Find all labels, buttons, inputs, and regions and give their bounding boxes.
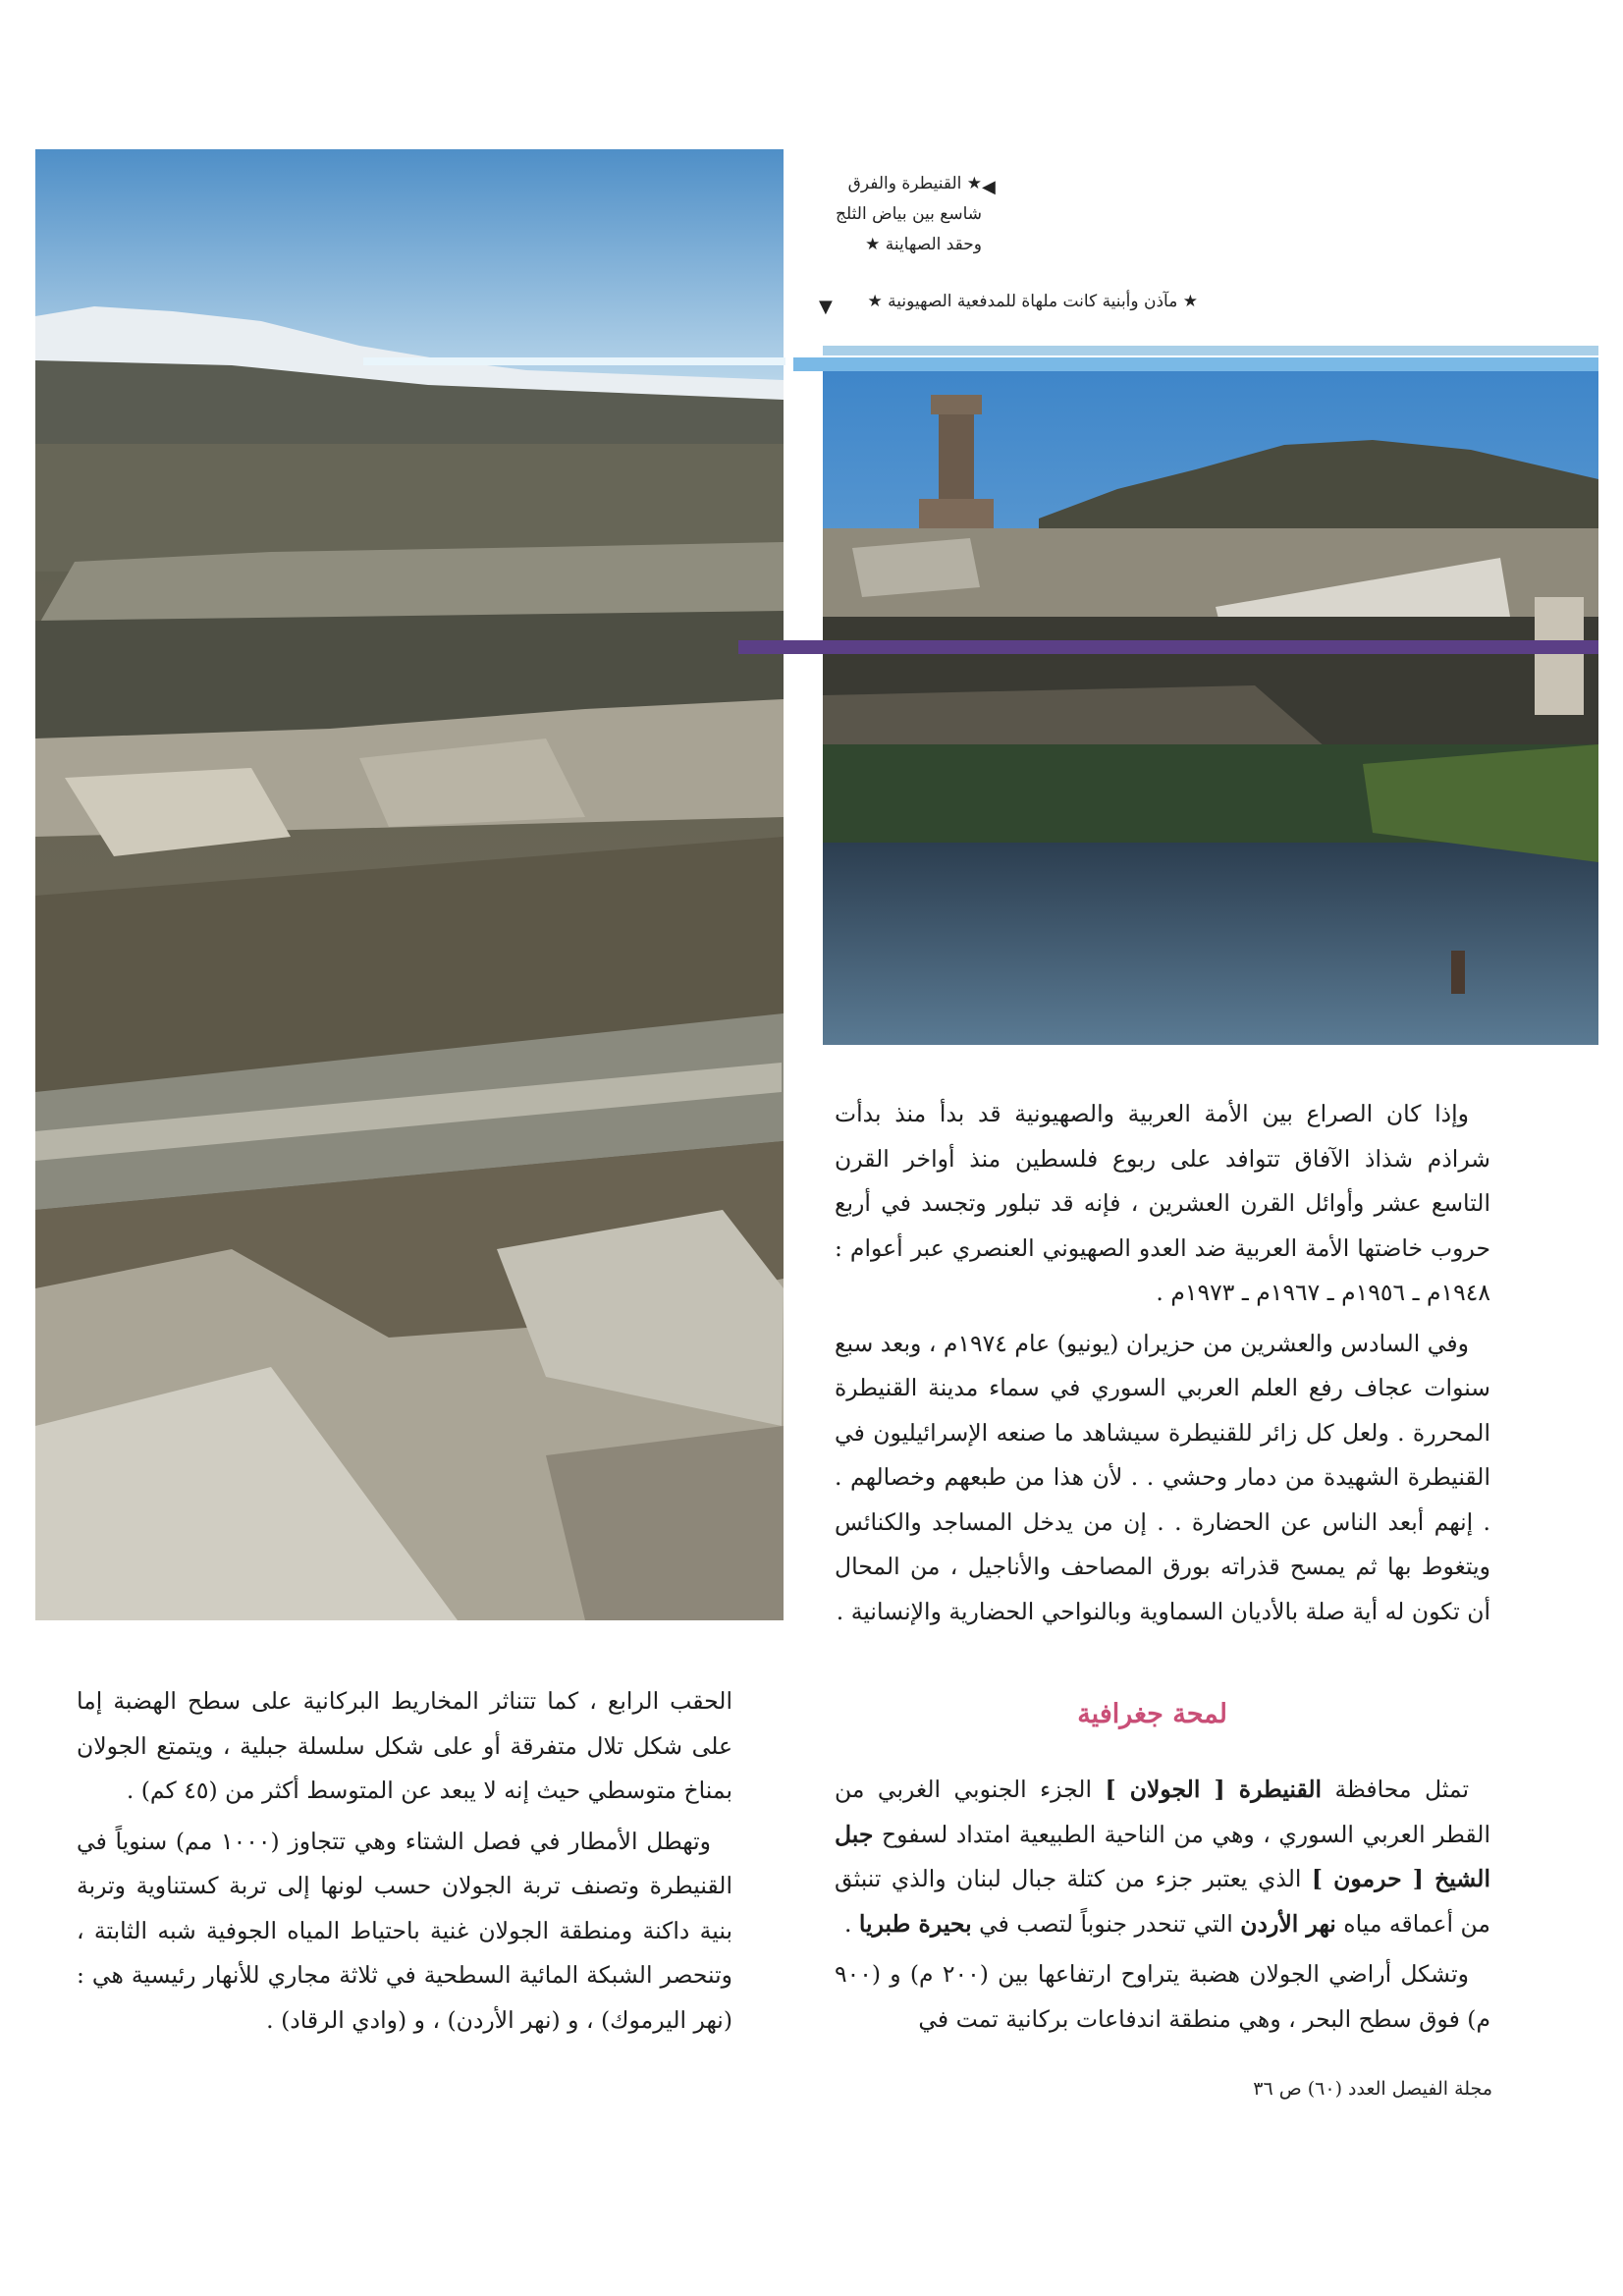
scan-artifact — [823, 346, 1598, 355]
article-paragraph: وإذا كان الصراع بين الأمة العربية والصهيونية قد بدأ منذ بدأت شراذم شذاذ الآفاق تتوافد على ربوع فلسطين منذ أواخر القرن التاسع عشر وأوائل القرن العشرين ، فإنه قد تبلور وتجسد في أربع حروب خاضتها الأمة العربية ضد العدو الصهيوني العنصري عبر أعوام : ١٩٤٨م ـ ١٩٥٦م ـ ١٩٦٧م ـ ١٩٧٣م . — [835, 1100, 1490, 1306]
caption-bottom: ★ مآذن وأبنية كانت ملهاة للمدفعية الصهيونية ★ — [867, 292, 1198, 311]
left-pointer-icon: ◀ — [982, 177, 996, 197]
article-paragraph: وتشكل أراضي الجولان هضبة يتراوح ارتفاعها بين (٢٠٠ م) و (٩٠٠ م) فوق سطح البحر ، وهي منطقة اندفاعات بركانية تمت في — [835, 1960, 1490, 2033]
article-paragraph: وفي السادس والعشرين من حزيران (يونيو) عام ١٩٧٤م ، وبعد سبع سنوات عجاف رفع العلم العربي السوري في سماء مدينة القنيطرة المحررة . ولعل كل زائر للقنيطرة سيشاهد ما صنعه الإسرائيليون في القنيطرة الشهيدة من دمار وحشي . . لأن هذا من طبعهم وخصالهم . . إنهم أبعد الناس عن الحضارة . . إن من يدخل المساجد والكنائس ويتغوط بها ثم يمسح قذراته بورق المصاحف والأناجيل ، من المحال أن تكون له أية صلة بالأديان السماوية وبالنواحي الحضارية والإنسانية . — [835, 1329, 1490, 1625]
article-right-column — [835, 1092, 1490, 1640]
article-left-column — [77, 1679, 732, 2049]
section-heading: لمحة جغرافية — [1077, 1699, 1227, 1729]
minaret-ruins-image — [823, 371, 1598, 1045]
photo-minaret-ruins — [823, 371, 1598, 1045]
article-paragraph: الحقب الرابع ، كما تتناثر المخاريط البركانية على سطح الهضبة إما على شكل تلال متفرقة أو على شكل سلسلة جبلية ، ويتمتع الجولان بمناخ متوسطي حيث إنه لا يبعد عن المتوسط أكثر من (٤٥ كم) . — [77, 1687, 732, 1804]
page-footer: مجلة الفيصل العدد (٦٠) ص ٣٦ — [1253, 2078, 1492, 2100]
photo-ruins-hermon — [35, 149, 784, 1620]
scan-artifact — [738, 640, 1598, 654]
article-paragraph: وتهطل الأمطار في فصل الشتاء وهي تتجاوز (١٠٠٠ مم) سنوياً في القنيطرة وتصنف تربة الجولان حسب لونها إلى تربة كستناوية وتربة بنية داكنة ومنطقة الجولان غنية باحتياط المياه الجوفية شبه الثابتة ، وتنحصر الشبكة المائية السطحية في ثلاثة مجاري للأنهار رئيسية هي : (نهر اليرموك) ، و (نهر الأردن) ، و (وادي الرقاد) . — [77, 1827, 732, 2034]
ruins-hermon-image — [35, 149, 784, 1620]
article-paragraph: تمثل محافظة القنيطرة [ الجولان ] الجزء الجنوبي الغربي من القطر العربي السوري ، وهي من الناحية الطبيعية امتداد لسفوح جبل الشيخ [ حرمون ] الذي يعتبر جزء من كتلة جبال لبنان والذي تنبثق من أعماقه مياه نهر الأردن التي تنحدر جنوباً لتصب في بحيرة طبريا . — [835, 1776, 1490, 1938]
scan-artifact — [793, 357, 1598, 371]
article-right-column-lower — [835, 1768, 1490, 2048]
down-pointer-icon: ▼ — [819, 297, 833, 317]
scan-artifact — [363, 357, 785, 365]
caption-top: ★ القنيطرة والفرق شاسع بين بياض الثلج وحقد الصهاينة ★ — [836, 174, 982, 254]
